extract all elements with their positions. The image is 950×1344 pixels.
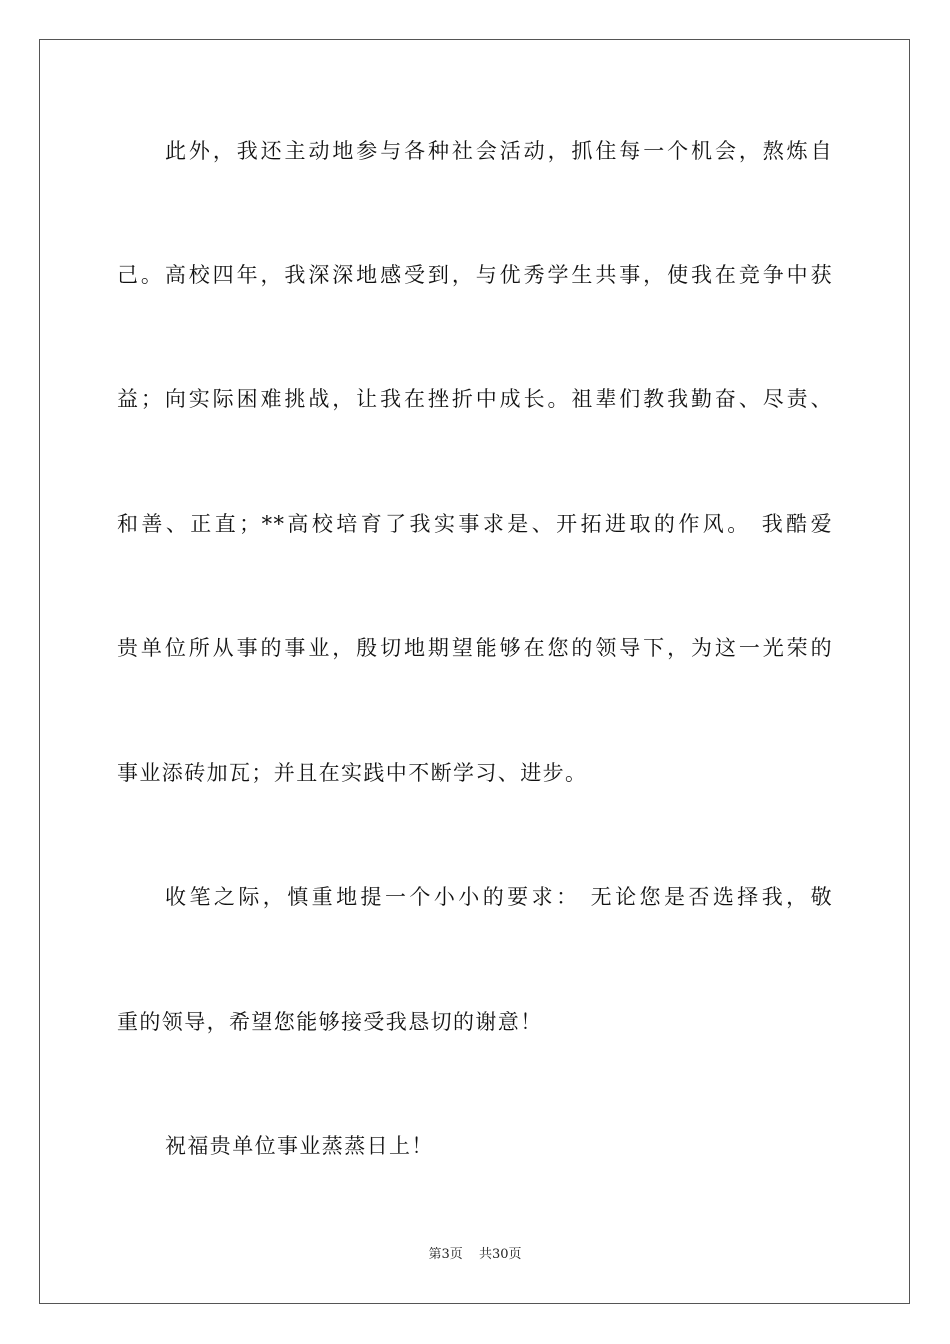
page-footer — [0, 1246, 950, 1264]
paragraph-line: 贵单位所从事的事业，殷切地期望能够在您的领导下，为这一光荣的 — [117, 636, 833, 660]
paragraph-line: 此外，我还主动地参与各种社会活动，抓住每一个机会，熬炼自 — [165, 139, 833, 163]
paragraph-line: 收笔之际，慎重地提一个小小的要求： 无论您是否选择我，敬 — [165, 885, 833, 909]
page-number: 第3页 — [428, 1247, 463, 1262]
paragraph-line: 重的领导，希望您能够接受我恳切的谢意！ — [117, 1010, 543, 1034]
page-total: 共30页 — [478, 1247, 522, 1262]
paragraph-line: 事业添砖加瓦；并且在实践中不断学习、进步。 — [117, 761, 588, 785]
paragraph-line: 祝福贵单位事业蒸蒸日上！ — [165, 1134, 434, 1158]
paragraph-line: 和善、正直；**高校培育了我实事求是、开拓进取的作风。 我酷爱 — [117, 512, 833, 536]
page-border — [39, 39, 910, 1304]
paragraph-line: 己。高校四年，我深深地感受到，与优秀学生共事，使我在竞争中获 — [117, 263, 833, 287]
paragraph-line: 益；向实际困难挑战，让我在挫折中成长。祖辈们教我勤奋、尽责、 — [117, 387, 833, 411]
